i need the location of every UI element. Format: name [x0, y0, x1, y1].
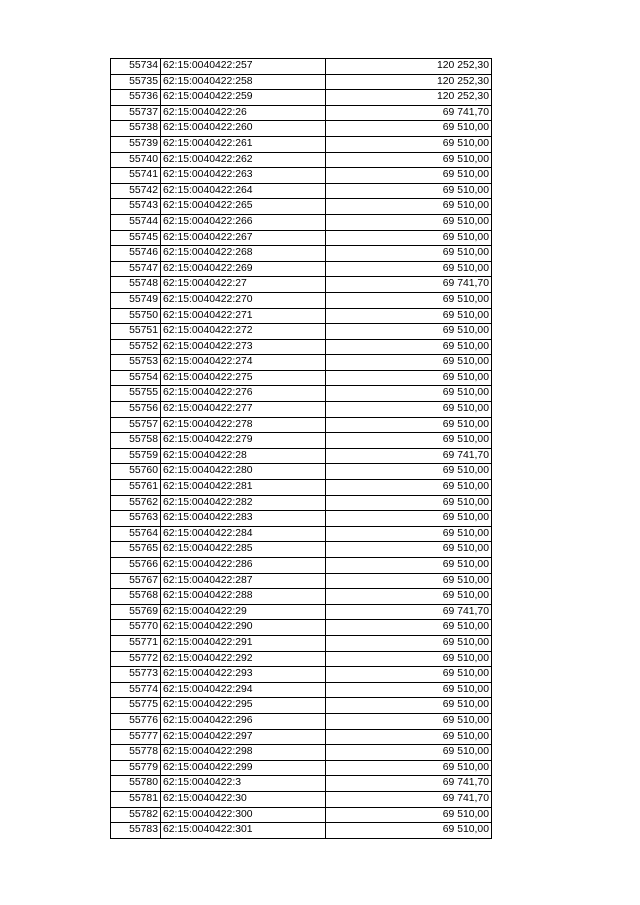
cadastral-number-cell: 62:15:0040422:259	[161, 90, 326, 106]
table-row	[111, 183, 492, 199]
table-row	[111, 261, 492, 277]
table-row	[111, 402, 492, 418]
cadastral-value-cell: 69 510,00	[326, 698, 492, 714]
cadastral-value-cell: 69 510,00	[326, 667, 492, 683]
table-row	[111, 324, 492, 340]
cadastral-number-cell: 62:15:0040422:30	[161, 791, 326, 807]
table-row	[111, 760, 492, 776]
table-row	[111, 558, 492, 574]
row-number-cell: 55782	[111, 807, 161, 823]
cadastral-value-cell: 69 510,00	[326, 339, 492, 355]
row-number-cell: 55770	[111, 620, 161, 636]
table-row	[111, 386, 492, 402]
table-row	[111, 713, 492, 729]
cadastral-number-cell: 62:15:0040422:266	[161, 214, 326, 230]
row-number-cell: 55753	[111, 355, 161, 371]
row-number-cell: 55734	[111, 59, 161, 75]
cadastral-value-table	[110, 58, 492, 839]
table-row	[111, 448, 492, 464]
row-number-cell: 55781	[111, 791, 161, 807]
cadastral-number-cell: 62:15:0040422:276	[161, 386, 326, 402]
table-row	[111, 573, 492, 589]
table-row	[111, 823, 492, 839]
cadastral-value-cell: 69 741,70	[326, 776, 492, 792]
row-number-cell: 55756	[111, 402, 161, 418]
row-number-cell: 55757	[111, 417, 161, 433]
cadastral-value-cell: 69 510,00	[326, 635, 492, 651]
row-number-cell: 55736	[111, 90, 161, 106]
row-number-cell: 55737	[111, 105, 161, 121]
row-number-cell: 55773	[111, 667, 161, 683]
table-row	[111, 698, 492, 714]
cadastral-number-cell: 62:15:0040422:291	[161, 635, 326, 651]
cadastral-value-cell: 69 510,00	[326, 729, 492, 745]
row-number-cell: 55755	[111, 386, 161, 402]
cadastral-number-cell: 62:15:0040422:268	[161, 246, 326, 262]
cadastral-value-cell: 69 510,00	[326, 308, 492, 324]
table-row	[111, 292, 492, 308]
cadastral-value-cell: 69 510,00	[326, 620, 492, 636]
row-number-cell: 55765	[111, 542, 161, 558]
cadastral-value-cell: 69 510,00	[326, 417, 492, 433]
table-row	[111, 807, 492, 823]
cadastral-number-cell: 62:15:0040422:300	[161, 807, 326, 823]
cadastral-number-cell: 62:15:0040422:290	[161, 620, 326, 636]
cadastral-value-cell: 69 510,00	[326, 152, 492, 168]
cadastral-value-cell: 69 510,00	[326, 230, 492, 246]
cadastral-value-cell: 69 510,00	[326, 168, 492, 184]
row-number-cell: 55776	[111, 713, 161, 729]
cadastral-value-cell: 69 510,00	[326, 199, 492, 215]
cadastral-number-cell: 62:15:0040422:264	[161, 183, 326, 199]
table-row	[111, 589, 492, 605]
row-number-cell: 55747	[111, 261, 161, 277]
cadastral-value-cell: 69 510,00	[326, 121, 492, 137]
cadastral-number-cell: 62:15:0040422:269	[161, 261, 326, 277]
cadastral-number-cell: 62:15:0040422:294	[161, 682, 326, 698]
cadastral-value-cell: 69 510,00	[326, 386, 492, 402]
table-row	[111, 495, 492, 511]
cadastral-value-cell: 69 741,70	[326, 448, 492, 464]
cadastral-number-cell: 62:15:0040422:288	[161, 589, 326, 605]
cadastral-value-cell: 69 510,00	[326, 589, 492, 605]
cadastral-value-cell: 69 510,00	[326, 807, 492, 823]
cadastral-number-cell: 62:15:0040422:278	[161, 417, 326, 433]
table-row	[111, 246, 492, 262]
cadastral-number-cell: 62:15:0040422:299	[161, 760, 326, 776]
row-number-cell: 55774	[111, 682, 161, 698]
cadastral-number-cell: 62:15:0040422:267	[161, 230, 326, 246]
cadastral-number-cell: 62:15:0040422:296	[161, 713, 326, 729]
table-row	[111, 168, 492, 184]
table-row	[111, 59, 492, 75]
cadastral-value-cell: 69 510,00	[326, 760, 492, 776]
table-row	[111, 745, 492, 761]
cadastral-number-cell: 62:15:0040422:286	[161, 558, 326, 574]
row-number-cell: 55735	[111, 74, 161, 90]
table-row	[111, 635, 492, 651]
cadastral-number-cell: 62:15:0040422:295	[161, 698, 326, 714]
cadastral-number-cell: 62:15:0040422:270	[161, 292, 326, 308]
cadastral-value-cell: 69 510,00	[326, 261, 492, 277]
table-row	[111, 152, 492, 168]
cadastral-value-cell: 120 252,30	[326, 74, 492, 90]
cadastral-value-cell: 69 741,70	[326, 105, 492, 121]
cadastral-value-cell: 69 510,00	[326, 573, 492, 589]
cadastral-value-cell: 69 510,00	[326, 480, 492, 496]
cadastral-value-cell: 69 510,00	[326, 713, 492, 729]
table-row	[111, 230, 492, 246]
row-number-cell: 55751	[111, 324, 161, 340]
cadastral-value-cell: 69 510,00	[326, 183, 492, 199]
cadastral-number-cell: 62:15:0040422:258	[161, 74, 326, 90]
cadastral-value-cell: 69 510,00	[326, 246, 492, 262]
cadastral-value-cell: 69 510,00	[326, 651, 492, 667]
cadastral-value-cell: 69 510,00	[326, 292, 492, 308]
cadastral-value-cell: 69 510,00	[326, 464, 492, 480]
table-row	[111, 791, 492, 807]
cadastral-value-cell: 120 252,30	[326, 59, 492, 75]
cadastral-number-cell: 62:15:0040422:279	[161, 433, 326, 449]
cadastral-number-cell: 62:15:0040422:261	[161, 136, 326, 152]
table-row	[111, 105, 492, 121]
row-number-cell: 55763	[111, 511, 161, 527]
cadastral-value-cell: 69 510,00	[326, 433, 492, 449]
row-number-cell: 55749	[111, 292, 161, 308]
table-row	[111, 604, 492, 620]
cadastral-number-cell: 62:15:0040422:284	[161, 526, 326, 542]
cadastral-number-cell: 62:15:0040422:260	[161, 121, 326, 137]
table-row	[111, 729, 492, 745]
table-row	[111, 776, 492, 792]
table-row	[111, 339, 492, 355]
row-number-cell: 55771	[111, 635, 161, 651]
row-number-cell: 55754	[111, 370, 161, 386]
row-number-cell: 55779	[111, 760, 161, 776]
cadastral-value-cell: 69 510,00	[326, 542, 492, 558]
row-number-cell: 55743	[111, 199, 161, 215]
cadastral-number-cell: 62:15:0040422:262	[161, 152, 326, 168]
table-row	[111, 667, 492, 683]
cadastral-value-cell: 69 510,00	[326, 136, 492, 152]
cadastral-value-cell: 69 510,00	[326, 214, 492, 230]
row-number-cell: 55764	[111, 526, 161, 542]
cadastral-value-cell: 69 741,70	[326, 277, 492, 293]
table-row	[111, 511, 492, 527]
row-number-cell: 55760	[111, 464, 161, 480]
cadastral-value-cell: 69 510,00	[326, 823, 492, 839]
cadastral-value-cell: 69 510,00	[326, 324, 492, 340]
row-number-cell: 55750	[111, 308, 161, 324]
cadastral-number-cell: 62:15:0040422:274	[161, 355, 326, 371]
cadastral-number-cell: 62:15:0040422:27	[161, 277, 326, 293]
table-row	[111, 651, 492, 667]
cadastral-value-cell: 69 510,00	[326, 402, 492, 418]
row-number-cell: 55740	[111, 152, 161, 168]
row-number-cell: 55741	[111, 168, 161, 184]
cadastral-number-cell: 62:15:0040422:301	[161, 823, 326, 839]
table-row	[111, 620, 492, 636]
cadastral-number-cell: 62:15:0040422:3	[161, 776, 326, 792]
cadastral-value-cell: 69 510,00	[326, 558, 492, 574]
cadastral-number-cell: 62:15:0040422:263	[161, 168, 326, 184]
row-number-cell: 55767	[111, 573, 161, 589]
table-row	[111, 136, 492, 152]
cadastral-value-cell: 69 510,00	[326, 526, 492, 542]
table-row	[111, 464, 492, 480]
row-number-cell: 55775	[111, 698, 161, 714]
row-number-cell: 55746	[111, 246, 161, 262]
table-row	[111, 214, 492, 230]
cadastral-value-cell: 69 741,70	[326, 604, 492, 620]
row-number-cell: 55769	[111, 604, 161, 620]
row-number-cell: 55742	[111, 183, 161, 199]
cadastral-value-cell: 69 510,00	[326, 370, 492, 386]
row-number-cell: 55745	[111, 230, 161, 246]
row-number-cell: 55748	[111, 277, 161, 293]
row-number-cell: 55768	[111, 589, 161, 605]
table-row	[111, 277, 492, 293]
row-number-cell: 55758	[111, 433, 161, 449]
row-number-cell: 55739	[111, 136, 161, 152]
cadastral-number-cell: 62:15:0040422:292	[161, 651, 326, 667]
table-row	[111, 90, 492, 106]
cadastral-number-cell: 62:15:0040422:285	[161, 542, 326, 558]
table-row	[111, 526, 492, 542]
cadastral-number-cell: 62:15:0040422:297	[161, 729, 326, 745]
table-row	[111, 433, 492, 449]
cadastral-number-cell: 62:15:0040422:277	[161, 402, 326, 418]
row-number-cell: 55780	[111, 776, 161, 792]
cadastral-number-cell: 62:15:0040422:29	[161, 604, 326, 620]
row-number-cell: 55762	[111, 495, 161, 511]
cadastral-number-cell: 62:15:0040422:273	[161, 339, 326, 355]
cadastral-number-cell: 62:15:0040422:275	[161, 370, 326, 386]
table-row	[111, 682, 492, 698]
table-row	[111, 121, 492, 137]
row-number-cell: 55766	[111, 558, 161, 574]
cadastral-number-cell: 62:15:0040422:257	[161, 59, 326, 75]
cadastral-value-cell: 69 510,00	[326, 682, 492, 698]
cadastral-value-cell: 69 510,00	[326, 495, 492, 511]
table-row	[111, 370, 492, 386]
cadastral-number-cell: 62:15:0040422:281	[161, 480, 326, 496]
table-row	[111, 417, 492, 433]
table-body	[111, 59, 492, 839]
cadastral-number-cell: 62:15:0040422:293	[161, 667, 326, 683]
table-row	[111, 74, 492, 90]
row-number-cell: 55744	[111, 214, 161, 230]
cadastral-value-cell: 120 252,30	[326, 90, 492, 106]
row-number-cell: 55783	[111, 823, 161, 839]
table-row	[111, 542, 492, 558]
table-row	[111, 199, 492, 215]
cadastral-number-cell: 62:15:0040422:265	[161, 199, 326, 215]
table-row	[111, 355, 492, 371]
cadastral-value-cell: 69 741,70	[326, 791, 492, 807]
row-number-cell: 55752	[111, 339, 161, 355]
cadastral-number-cell: 62:15:0040422:26	[161, 105, 326, 121]
table-row	[111, 308, 492, 324]
row-number-cell: 55738	[111, 121, 161, 137]
table-row	[111, 480, 492, 496]
row-number-cell: 55759	[111, 448, 161, 464]
cadastral-number-cell: 62:15:0040422:271	[161, 308, 326, 324]
row-number-cell: 55761	[111, 480, 161, 496]
cadastral-number-cell: 62:15:0040422:282	[161, 495, 326, 511]
cadastral-number-cell: 62:15:0040422:298	[161, 745, 326, 761]
row-number-cell: 55777	[111, 729, 161, 745]
cadastral-number-cell: 62:15:0040422:28	[161, 448, 326, 464]
cadastral-number-cell: 62:15:0040422:283	[161, 511, 326, 527]
cadastral-number-cell: 62:15:0040422:280	[161, 464, 326, 480]
cadastral-value-cell: 69 510,00	[326, 745, 492, 761]
cadastral-value-cell: 69 510,00	[326, 511, 492, 527]
row-number-cell: 55772	[111, 651, 161, 667]
cadastral-number-cell: 62:15:0040422:272	[161, 324, 326, 340]
cadastral-number-cell: 62:15:0040422:287	[161, 573, 326, 589]
cadastral-value-cell: 69 510,00	[326, 355, 492, 371]
row-number-cell: 55778	[111, 745, 161, 761]
